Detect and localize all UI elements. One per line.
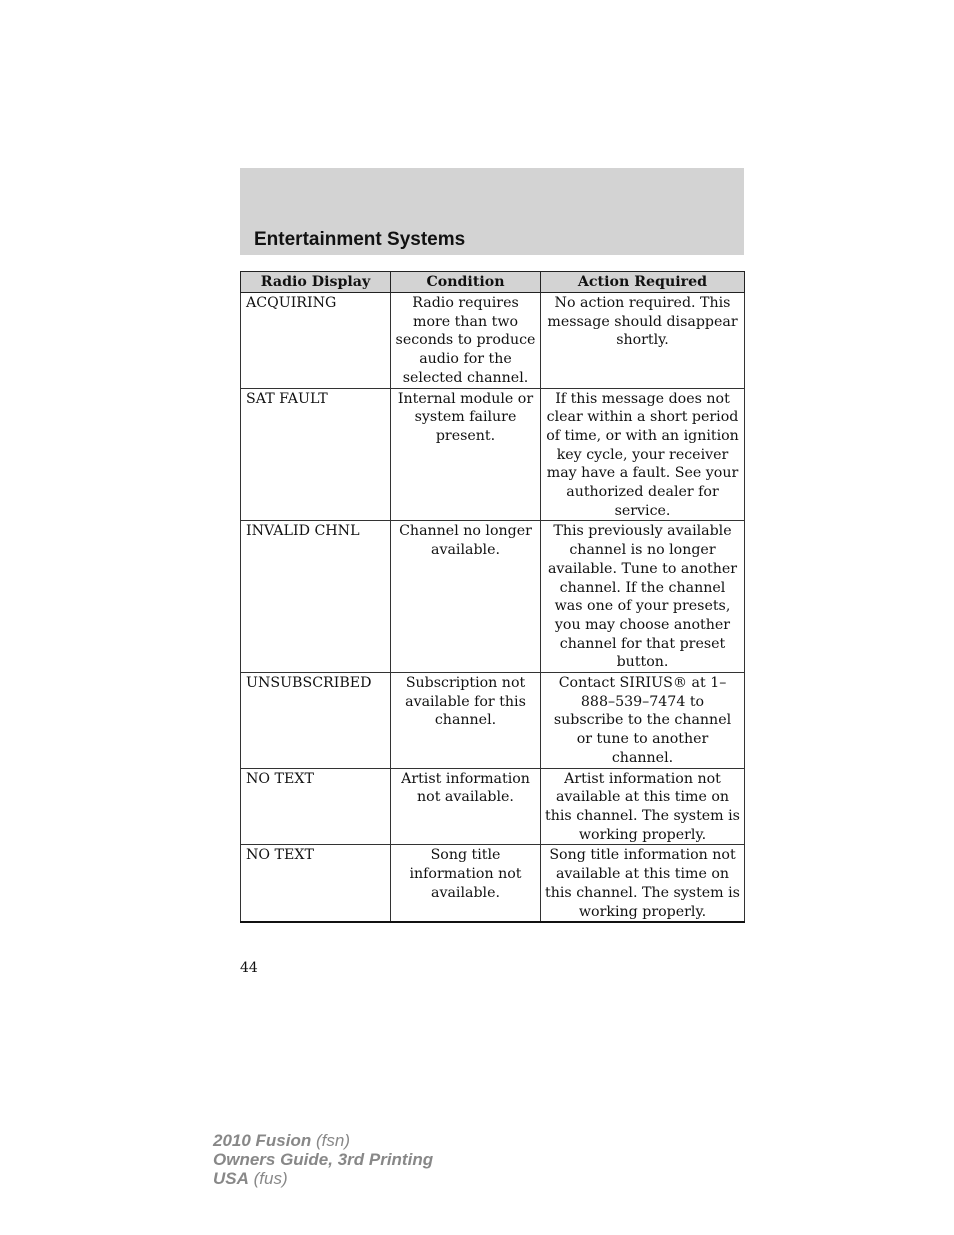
table-row xyxy=(241,521,745,673)
cell-condition: Song title information not available. xyxy=(391,845,541,922)
cell-radio-display: NO TEXT xyxy=(241,768,391,845)
cell-condition: Artist information not available. xyxy=(391,768,541,845)
footer-line-model xyxy=(213,1131,433,1150)
table-row xyxy=(241,673,745,769)
footer-region-code: (fus) xyxy=(253,1169,288,1188)
cell-radio-display: INVALID CHNL xyxy=(241,521,391,673)
cell-radio-display: SAT FAULT xyxy=(241,388,391,521)
table-row xyxy=(241,768,745,845)
table-row xyxy=(241,293,745,389)
cell-condition: Internal module or system failure present. xyxy=(391,388,541,521)
column-header-condition: Condition xyxy=(391,272,541,293)
table-row xyxy=(241,845,745,922)
footer-region: USA xyxy=(213,1169,249,1188)
page-number: 44 xyxy=(240,960,258,976)
cell-condition: Channel no longer available. xyxy=(391,521,541,673)
document-footer xyxy=(213,1131,433,1188)
footer-line-region xyxy=(213,1169,433,1188)
table-header-row xyxy=(241,272,745,293)
cell-radio-display: ACQUIRING xyxy=(241,293,391,389)
cell-condition: Subscription not available for this channel. xyxy=(391,673,541,769)
cell-action-required: No action required. This message should disappear shortly. xyxy=(541,293,745,389)
column-header-action-required: Action Required xyxy=(541,272,745,293)
cell-action-required: Song title information not available at this time on this channel. The system is working properly. xyxy=(541,845,745,922)
footer-guide-edition: Owners Guide, 3rd Printing xyxy=(213,1150,434,1169)
table-row xyxy=(241,388,745,521)
cell-action-required: If this message does not clear within a short period of time, or with an ignition key cycle, your receiver may have a fault. See your authorized dealer for service. xyxy=(541,388,745,521)
cell-radio-display: NO TEXT xyxy=(241,845,391,922)
cell-action-required: This previously available channel is no longer available. Tune to another channel. If the channel was one of your presets, you may choose another channel for that preset button. xyxy=(541,521,745,673)
section-header-band xyxy=(240,168,744,255)
column-header-radio-display: Radio Display xyxy=(241,272,391,293)
cell-condition: Radio requires more than two seconds to produce audio for the selected channel. xyxy=(391,293,541,389)
cell-action-required: Artist information not available at this time on this channel. The system is working properly. xyxy=(541,768,745,845)
section-title: Entertainment Systems xyxy=(254,229,466,250)
footer-model-code: (fsn) xyxy=(316,1131,350,1150)
cell-action-required: Contact SIRIUS® at 1–888–539–7474 to subscribe to the channel or tune to another channel. xyxy=(541,673,745,769)
radio-display-messages-table xyxy=(240,271,745,923)
cell-radio-display: UNSUBSCRIBED xyxy=(241,673,391,769)
footer-model: 2010 Fusion xyxy=(213,1131,312,1150)
